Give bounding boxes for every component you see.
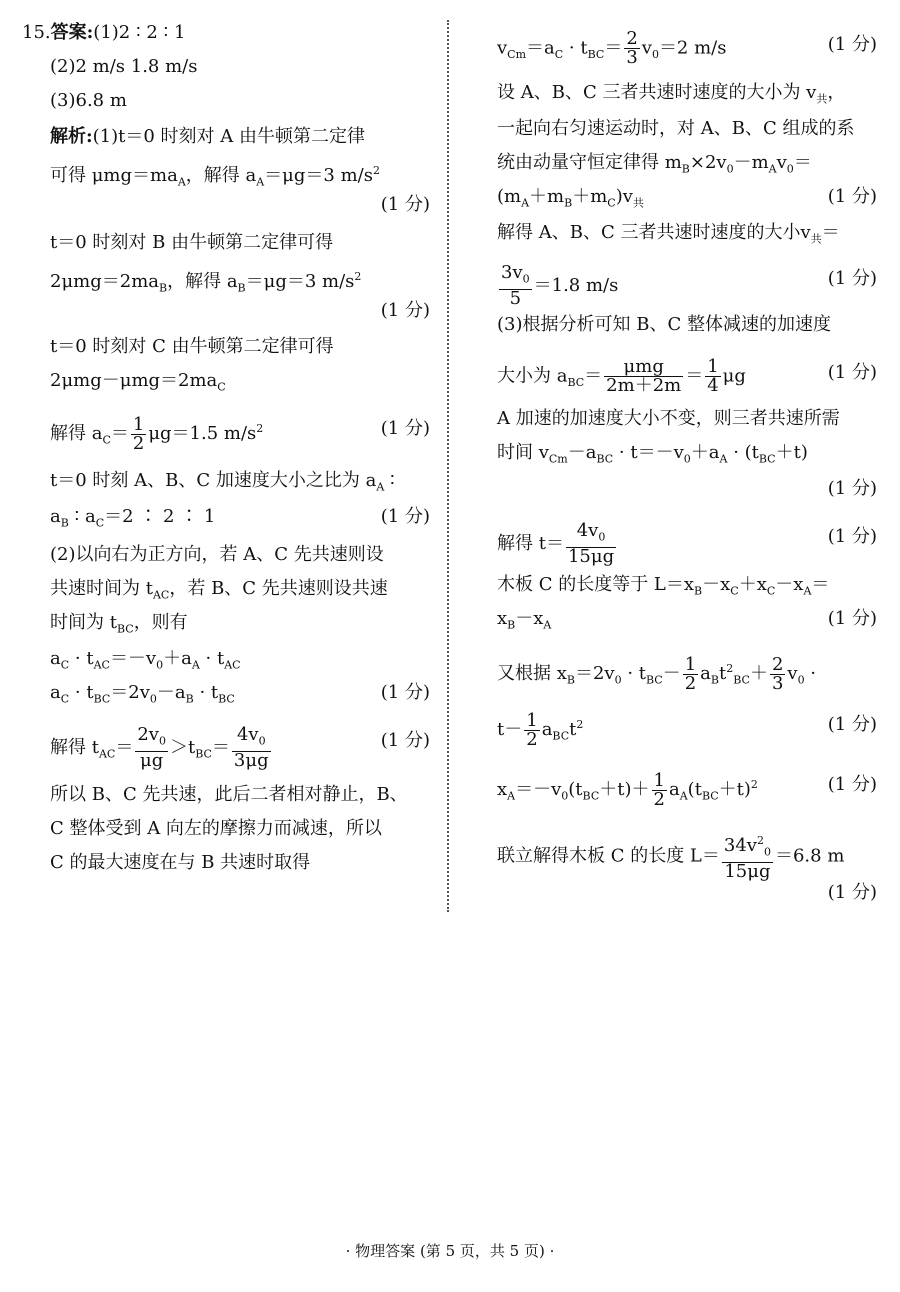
numerator: 1 (653, 769, 665, 791)
fraction (770, 653, 785, 694)
formula-text: x (497, 608, 508, 629)
subscript: 0 (786, 162, 794, 176)
points-label: (1 分) (827, 34, 877, 55)
formula-text: ＋t)＋ (599, 779, 650, 800)
subscript: C (60, 658, 70, 672)
subscript: A (768, 162, 777, 176)
formula-text: 解得 t＝ (497, 532, 564, 554)
subscript: C (102, 433, 111, 447)
denominator: μg (140, 749, 164, 771)
fraction (135, 726, 168, 770)
formula-text: ＝ (584, 365, 603, 387)
r-line-3 (497, 114, 877, 144)
subscript: B (710, 673, 719, 687)
numerator (722, 832, 773, 863)
formula-text: － (662, 663, 681, 684)
subscript: BC (195, 747, 212, 761)
denominator: 2m＋2m (606, 375, 682, 396)
subscript: B (60, 516, 69, 530)
r-line-2 (497, 78, 877, 108)
numerator: 1 (526, 709, 538, 731)
subscript: BC (587, 48, 605, 62)
numerator-text: 4v (576, 520, 599, 541)
question-header (22, 18, 430, 48)
numerator: μmg (604, 358, 683, 377)
subscript: BC (596, 452, 614, 466)
subscript: 共 (810, 232, 822, 246)
analysis-line-9 (22, 502, 430, 532)
points-label: (1 分) (380, 730, 430, 751)
analysis-line-5 (22, 332, 430, 362)
page-footer: · 物理答案 (第 5 页，共 5 页) · (345, 1242, 555, 1260)
subscript: 共 (816, 92, 828, 106)
points-label: (1 分) (827, 714, 877, 735)
formula-text: · t (563, 37, 588, 59)
numerator (499, 264, 532, 290)
answer-3-line (22, 86, 430, 116)
fraction (652, 769, 667, 810)
subscript: BC (733, 673, 750, 687)
denominator: 3 (771, 672, 784, 694)
formula-text: 共速时间为 t (50, 578, 153, 599)
formula-text: · t (621, 663, 646, 684)
subscript: 0 (158, 734, 166, 748)
formula-text: 2μmg＝2ma (50, 271, 159, 292)
formula-text: x (497, 779, 508, 800)
analysis-line-16 (22, 848, 430, 878)
r-line-4 (497, 148, 877, 178)
formula-text: ＋a (690, 442, 720, 463)
formula-text: ＝6.8 m (774, 845, 845, 867)
fraction (131, 413, 146, 454)
denominator: 4 (707, 375, 719, 396)
analysis-line-14 (22, 780, 430, 810)
r-line-11 (497, 438, 877, 468)
formula-text: 统由动量守恒定律得 m (497, 152, 682, 173)
points-label: (1 分) (827, 268, 877, 289)
subscript: AC (93, 658, 110, 672)
subscript: A (803, 584, 812, 598)
subscript: B (159, 281, 168, 295)
r-line-8 (497, 310, 877, 340)
subscript: 0 (258, 734, 266, 748)
formula-text: ＋ (749, 663, 768, 684)
subscript: BC (116, 622, 134, 636)
numerator-text: 3v (501, 262, 523, 283)
formula-text: ＝μg＝3 m/s (264, 165, 373, 186)
formula-text: 解得 t (50, 736, 99, 758)
analysis-line-7: 解得 $a_C=$ $\frac{1}{2}$ μg＝1.5 $m/s^2$ (1 分) (50, 413, 430, 454)
numerator (566, 522, 616, 548)
points-label: (1 分) (827, 526, 877, 547)
points-label: (1 分) (827, 774, 877, 795)
analysis-text: 解得 A、B、C 三者共速时速度的大小v (497, 222, 811, 243)
subscript: C (607, 196, 616, 210)
denominator: 2 (526, 728, 538, 750)
numerator: 2 (771, 653, 784, 675)
numerator (232, 726, 271, 752)
formula-text: ∶ (384, 470, 395, 491)
formula-text: 解得 a (50, 423, 103, 444)
formula-text: v (641, 37, 652, 59)
analysis-text: 设 A、B、C 三者共速时速度的大小为 v (497, 82, 817, 103)
subscript: C (95, 516, 105, 530)
answer-2-line (22, 52, 430, 82)
r-line-13 (497, 570, 877, 600)
subscript: 0 (149, 692, 157, 706)
formula-text: 时间为 t (50, 612, 117, 633)
superscript: 2 (726, 662, 734, 675)
r-line-10 (497, 404, 877, 434)
analysis-text: A 加速的加速度大小不变，则三者共速所需 (497, 408, 840, 429)
analysis-text: ， (827, 82, 846, 103)
subscript: Cm (507, 48, 527, 62)
equation-line-2 (22, 678, 430, 708)
formula-text: · (t (727, 442, 759, 463)
points-label: (1 分) (380, 194, 430, 215)
formula-text: ＋a (163, 648, 192, 669)
formula-text: · t (193, 682, 219, 703)
formula-text: ＝2 m/s (658, 37, 727, 59)
fraction (499, 264, 532, 308)
formula-text: 时间 v (497, 442, 549, 463)
numerator: 1 (684, 653, 697, 675)
analysis-line-6 (22, 366, 430, 396)
formula-text: ∶ a (68, 506, 96, 527)
formula-text: a (668, 779, 680, 800)
formula-text: · (804, 663, 817, 684)
formula-text: v (497, 37, 508, 59)
superscript: 2 (372, 164, 380, 177)
subscript: B (681, 162, 690, 176)
analysis-text: C 整体受到 A 向左的摩擦力而减速，所以 (50, 818, 382, 839)
analysis-text: t＝0 时刻对 B 由牛顿第二定律可得 (50, 232, 334, 253)
formula-text: ＋x (738, 574, 767, 595)
fraction (624, 30, 639, 67)
formula-text: a (700, 663, 711, 684)
subscript: 0 (614, 673, 622, 687)
r-line-15 (497, 653, 877, 694)
formula-text: t－ (497, 719, 523, 740)
formula-text: －a (567, 442, 597, 463)
subscript: C (217, 380, 226, 394)
subscript: C (60, 692, 70, 706)
analysis-line-12 (22, 608, 430, 638)
r-line-7 (497, 262, 877, 309)
numerator (135, 726, 168, 752)
formula-text: ＝μg＝3 m/s (245, 271, 355, 292)
analysis-text: C 的最大速度在与 B 共速时取得 (50, 852, 311, 873)
subscript: 0 (156, 658, 164, 672)
analysis-text: ，则有 (133, 612, 188, 633)
subscript: 0 (726, 162, 734, 176)
subscript: B (185, 692, 194, 706)
superscript: 2 (354, 270, 362, 283)
subscript: B (564, 196, 573, 210)
formula-text: · t＝－v (613, 442, 684, 463)
formula-text: ，解得 a (185, 165, 257, 186)
formula-text: t＝0 时刻 A、B、C 加速度大小之比为 a (50, 470, 377, 491)
subscript: B (507, 618, 516, 632)
denominator: 15μg (724, 860, 771, 882)
points-label: (1 分) (827, 882, 877, 903)
superscript: 2 (750, 778, 758, 791)
formula-text: · t (69, 648, 94, 669)
subscript: 0 (763, 845, 771, 859)
formula-text: · t (69, 682, 94, 703)
analysis-text: (3)根据分析可知 B、C 整体减速的加速度 (497, 314, 831, 335)
points-label: (1 分) (827, 608, 877, 629)
subscript: C (766, 584, 776, 598)
formula-text: 大小为 a (497, 365, 568, 387)
subscript: B (694, 584, 703, 598)
formula-text: v (787, 663, 798, 684)
formula-text: 木板 C 的长度等于 L＝x (497, 574, 695, 595)
numerator-text: 34v (723, 835, 757, 856)
column-divider (447, 20, 449, 912)
subscript: 0 (797, 673, 805, 687)
formula-text: ＝ (793, 152, 812, 173)
formula-text: －x (775, 574, 804, 595)
formula-text: ＝ (821, 222, 840, 243)
formula-text: μg＝1.5 m/s (148, 423, 257, 444)
subscript: C (730, 584, 739, 598)
formula-text: ＋t) (718, 779, 751, 800)
r-line-17 (497, 769, 877, 810)
subscript: BC (552, 729, 570, 743)
formula-text: ＝ (115, 736, 134, 758)
subscript: BC (646, 673, 663, 687)
points-label: (1 分) (827, 478, 877, 499)
r-line-6 (497, 218, 877, 248)
subscript: A (521, 196, 530, 210)
subscript: A (719, 452, 728, 466)
analysis-line-11 (22, 574, 430, 604)
formula-text: ＋t) (775, 442, 808, 463)
r-line-9 (497, 356, 877, 396)
analysis-text: 所以 B、C 先共速，此后二者相对静止，B、 (50, 784, 408, 805)
formula-text: v (776, 152, 787, 173)
fraction (705, 358, 720, 395)
formula-text: (m (497, 186, 522, 207)
points-line (497, 474, 877, 504)
formula-text: a (50, 682, 61, 703)
formula-text: ＋m (529, 186, 565, 207)
formula-text: －x (702, 574, 731, 595)
points-label: (1 分) (380, 418, 430, 439)
points-label: (1 分) (827, 362, 877, 383)
r-line-16 (497, 709, 877, 750)
subscript: 0 (651, 48, 659, 62)
analysis-line-15 (22, 814, 430, 844)
formula-text: ＝2v (110, 682, 150, 703)
subscript: BC (567, 376, 585, 390)
formula-text: ＞t (169, 736, 196, 758)
formula-text: ＝ (685, 365, 704, 387)
analysis-line-3 (22, 228, 430, 258)
subscript: 0 (598, 530, 606, 544)
formula-text: (t (568, 779, 583, 800)
fraction (232, 726, 271, 770)
points-line (497, 878, 877, 908)
subscript: C (554, 48, 564, 62)
formula-text: ＝a (526, 37, 555, 59)
answer-3: (3)6.8 m (50, 90, 127, 111)
formula-text: μg (722, 365, 746, 387)
fraction (683, 653, 698, 694)
subscript: AC (98, 747, 116, 761)
r-line-5 (497, 182, 877, 212)
subscript: BC (758, 452, 776, 466)
superscript: 2 (576, 718, 584, 731)
numerator-text: 4v (236, 724, 259, 745)
subscript: B (566, 673, 575, 687)
points-line (22, 296, 430, 326)
points-line (22, 190, 430, 220)
formula-text: ＝－v (109, 648, 157, 669)
question-number: 15. (22, 22, 51, 43)
superscript: 2 (256, 422, 264, 435)
formula-text: (t (687, 779, 702, 800)
analysis-line-2 (22, 156, 430, 189)
formula-text: ＝1.8 m/s (533, 274, 619, 296)
subscript: 0 (683, 452, 691, 466)
subscript: A (507, 789, 516, 803)
superscript: 2 (756, 834, 764, 847)
analysis-text: (1)t＝0 时刻对 A 由牛顿第二定律 (92, 126, 366, 147)
numerator-text: 2v (137, 724, 159, 745)
formula-text: ＝－v (515, 779, 562, 800)
analysis-label: 解析: (50, 126, 93, 147)
formula-text: ＋m (572, 186, 608, 207)
subscript: BC (582, 789, 600, 803)
subscript: A (256, 175, 265, 189)
formula-text: －x (515, 608, 544, 629)
subscript: A (376, 480, 385, 494)
formula-text: 联立解得木板 C 的长度 L＝ (497, 845, 720, 867)
fraction (604, 358, 683, 395)
formula-text: ＝ (811, 574, 830, 595)
subscript: AC (152, 588, 170, 602)
points-label: (1 分) (380, 300, 430, 321)
formula-text: t (569, 719, 577, 740)
subscript: 0 (561, 789, 569, 803)
subscript: A (543, 618, 552, 632)
denominator: 2 (684, 672, 697, 694)
answer-2: (2)2 m/s 1.8 m/s (50, 56, 198, 77)
points-label: (1 分) (827, 186, 877, 207)
r-line-14 (497, 604, 877, 634)
analysis-line-4 (22, 262, 430, 295)
subscript: BC (701, 789, 719, 803)
subscript: BC (93, 692, 111, 706)
equation-line-1 (22, 644, 430, 674)
formula-text: －a (156, 682, 186, 703)
denominator: 15μg (567, 545, 615, 567)
formula-text: ＝ (604, 37, 623, 59)
formula-text: ，解得 a (167, 271, 238, 292)
subscript: A (177, 175, 186, 189)
denominator: 2 (653, 788, 665, 810)
subscript: B (237, 281, 246, 295)
subscript: A (191, 658, 200, 672)
analysis-line-8 (22, 466, 430, 496)
numerator: 1 (132, 413, 145, 435)
numerator: 1 (707, 356, 719, 377)
formula-text: ＝2v (574, 663, 615, 684)
numerator: 2 (626, 28, 638, 49)
points-label: (1 分) (380, 682, 430, 703)
points-label: (1 分) (380, 506, 430, 527)
r-line-1 (497, 28, 877, 68)
formula-text: 2μmg－μmg＝2ma (50, 370, 218, 391)
formula-text: a (541, 719, 553, 740)
formula-text: ×2v (689, 152, 727, 173)
formula-text: ＝2 ∶ 2 ∶ 1 (104, 506, 216, 527)
formula-text: a (50, 506, 61, 527)
analysis-line-10 (22, 540, 430, 570)
fraction (722, 832, 773, 881)
answer-1: (1)2 ∶ 2 ∶ 1 (93, 22, 186, 43)
analysis-text: (2)以向右为正方向，若 A、C 先共速则设 (50, 544, 384, 565)
formula-text: 又根据 x (497, 663, 567, 684)
subscript: Cm (548, 452, 568, 466)
analysis-line-1 (22, 122, 430, 152)
formula-text: ＝ (211, 736, 230, 758)
denominator: 5 (509, 287, 522, 309)
fraction (524, 709, 539, 750)
subscript: BC (218, 692, 235, 706)
formula-text: －m (733, 152, 769, 173)
answer-label: 答案: (50, 22, 94, 43)
subscript: 0 (522, 272, 530, 286)
denominator: 2 (132, 432, 145, 454)
formula-text: · t (199, 648, 225, 669)
formula-text: )v (615, 186, 633, 207)
analysis-text: t＝0 时刻对 C 由牛顿第二定律可得 (50, 336, 334, 357)
denominator: 3μg (233, 749, 269, 771)
formula-text: 可得 μmg＝ma (50, 165, 178, 186)
subscript: AC (224, 658, 241, 672)
subscript: A (679, 789, 688, 803)
denominator: 3 (626, 47, 638, 68)
formula-text: t (719, 663, 727, 684)
formula-text: a (50, 648, 61, 669)
analysis-text: ，若 B、C 先共速则设共速 (169, 578, 388, 599)
fraction (566, 522, 616, 566)
subscript: 共 (632, 196, 644, 210)
analysis-text: 一起向右匀速运动时，对 A、B、C 组成的系 (497, 118, 855, 139)
